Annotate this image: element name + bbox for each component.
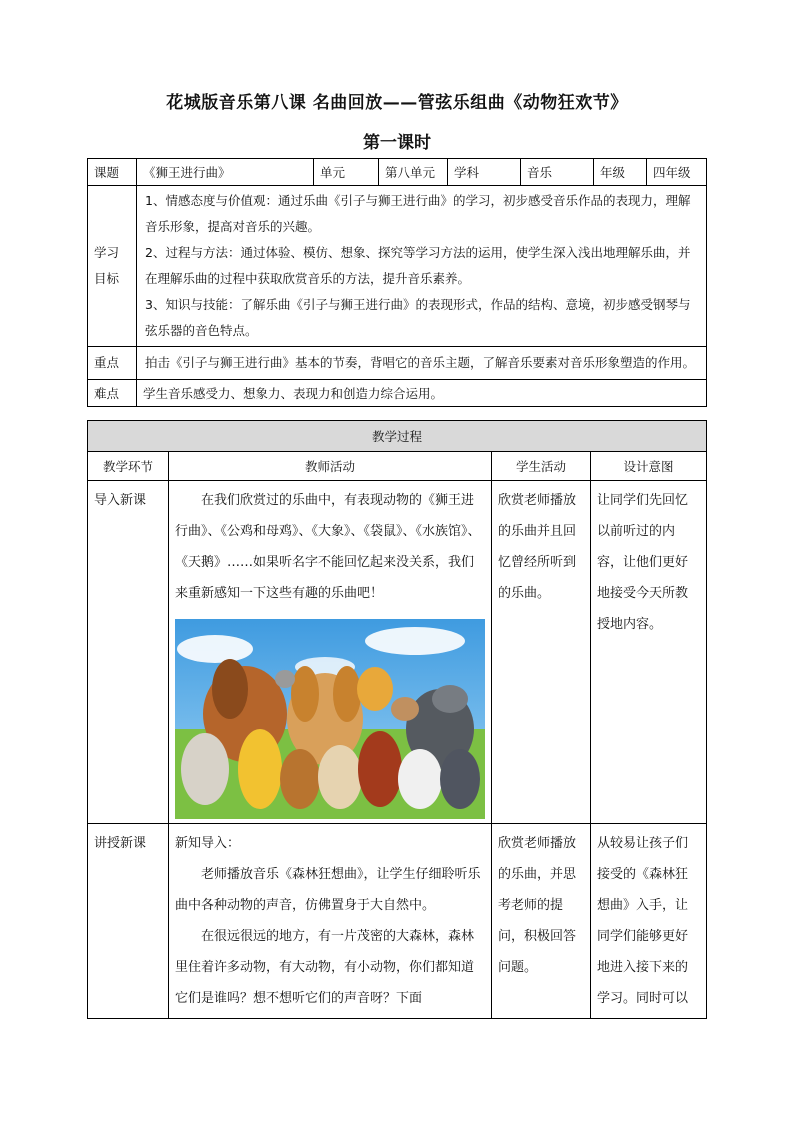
goals-content <box>137 186 707 347</box>
difficulty-value: 学生音乐感受力、想象力、表现力和创造力综合运用。 <box>137 380 707 407</box>
grade-value: 四年级 <box>647 159 707 186</box>
grade-label: 年级 <box>594 159 647 186</box>
unit-label: 单元 <box>314 159 379 186</box>
key-value: 拍击《引子与狮王进行曲》基本的节奏，背唱它的音乐主题，了解音乐要素对音乐形象塑造的作用。 <box>137 347 707 380</box>
row2-stage: 讲授新课 <box>88 824 169 1019</box>
goal-2: 2、过程与方法：通过体验、模仿、想象、探究等学习方法的运用，使学生深入浅出地理解乐曲，并在理解乐曲的过程中获取欣赏音乐的方法，提升音乐素养。 <box>145 245 691 286</box>
process-band: 教学过程 <box>88 421 707 452</box>
row2-teacher-p2: 老师播放音乐《森林狂想曲》，让学生仔细聆听乐曲中各种动物的声音，仿佛置身于大自然中。 <box>175 867 481 913</box>
topic-label: 课题 <box>88 159 137 186</box>
row1-stage: 导入新课 <box>88 481 169 824</box>
goals-label: 学习目标 <box>88 186 137 347</box>
subject-value: 音乐 <box>521 159 594 186</box>
cartoon-animals-image <box>175 619 485 819</box>
row1-student: 欣赏老师播放的乐曲并且回忆曾经所听到的乐曲。 <box>492 481 591 824</box>
table-row <box>88 481 707 824</box>
unit-value: 第八单元 <box>379 159 448 186</box>
row2-teacher-p3: 在很远很远的地方，有一片茂密的大森林，森林里住着许多动物，有大动物，有小动物，你们都知道它们是谁吗？想不想听它们的声音呀？下面 <box>175 929 475 1006</box>
row2-teacher <box>169 824 492 1019</box>
row1-intent: 让同学们先回忆以前听过的内容，让他们更好地接受今天所教授地内容。 <box>591 481 707 824</box>
goal-1: 1、情感态度与价值观：通过乐曲《引子与狮王进行曲》的学习，初步感受音乐作品的表现力，理解音乐形象，提高对音乐的兴趣。 <box>145 193 691 234</box>
subject-label: 学科 <box>448 159 521 186</box>
row2-teacher-p1: 新知导入： <box>175 836 241 851</box>
topic-value: 《狮王进行曲》 <box>137 159 314 186</box>
row1-teacher-text: 在我们欣赏过的乐曲中，有表现动物的《狮王进行曲》、《公鸡和母鸡》、《大象》、《袋鼠》、《水族馆》、《天鹅》……如果听名字不能回忆起来没关系，我们来重新感知一下这些有趣的乐曲吧！ <box>175 493 481 601</box>
row1-teacher <box>169 481 492 824</box>
key-label: 重点 <box>88 347 137 380</box>
document-title: 花城版音乐第八课 名曲回放——管弦乐组曲《动物狂欢节》 <box>166 93 628 113</box>
header-stage: 教学环节 <box>88 452 169 481</box>
row2-student: 欣赏老师播放的乐曲，并思考老师的提问，积极回答问题。 <box>492 824 591 1019</box>
document-subtitle: 第一课时 <box>363 133 431 153</box>
header-teacher: 教师活动 <box>169 452 492 481</box>
header-student: 学生活动 <box>492 452 591 481</box>
difficulty-label: 难点 <box>88 380 137 407</box>
row2-intent: 从较易让孩子们接受的《森林狂想曲》入手，让同学们能够更好地进入接下来的学习。同时可以 <box>591 824 707 1019</box>
goal-3: 3、知识与技能：了解乐曲《引子与狮王进行曲》的表现形式，作品的结构、意境，初步感受钢琴与弦乐器的音色特点。 <box>145 297 691 338</box>
header-intent: 设计意图 <box>591 452 707 481</box>
table-row <box>88 824 707 1019</box>
lesson-info-table <box>87 158 707 407</box>
teaching-process-table <box>87 420 707 1019</box>
